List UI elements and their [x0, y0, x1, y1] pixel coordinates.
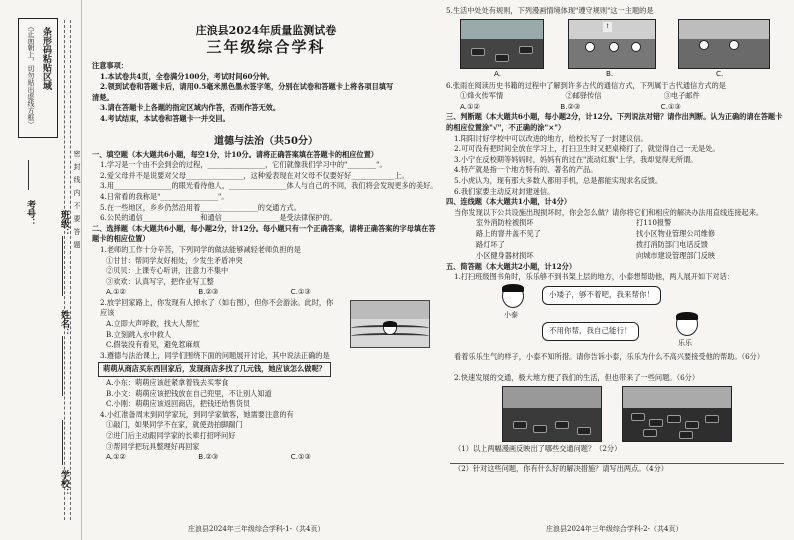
note-item: 4.考试结束，本试卷和答题卡一并交回。 — [100, 113, 230, 123]
right-column — [446, 6, 788, 475]
option: ①烽火传军情 — [460, 91, 504, 101]
q4-intro: 当你发现以下公共设施出现损坏时，你会怎么做？请你将它们和相应的解决办法用直线连接起来。 — [454, 207, 764, 217]
q2-1-option: ③欢欢：认真写字，把作业写工整 — [106, 276, 214, 286]
q2-title: 二、选择题（本大题共6小题，每小题2分，计12分。每小题只有一个正确答案，请将正确答案的字母填在答题卡的相应位置） — [92, 223, 436, 244]
q3-item: 1.阳阳讨好学校中可以改进的地方，给校长写了一封建议信。 — [454, 133, 648, 143]
exam-no-line — [28, 160, 29, 190]
match-left[interactable]: 路灯坏了 — [476, 240, 505, 250]
q3-item: 3.小宁在反校期等妈妈时，妈妈有的过在"流动红旗"上学，我却觉得无所谓。 — [454, 154, 698, 164]
q2-4-choices — [92, 452, 440, 463]
q2-1-option: ②贝贝：上课专心听讲，注意力不集中 — [106, 266, 229, 276]
footer-right: 庄浪县2024年三年级综合学科-2-（共4页） — [546, 525, 683, 533]
q5-2-a: （1）以上两幅漫画反映出了哪些交通问题？（2分） — [454, 443, 622, 453]
q2-3-box: 萌萌从商店买东西回家后，发现商店多找了几元钱，她应该怎么做呢？ — [98, 362, 331, 377]
le-hair — [676, 312, 698, 320]
barcode-area — [18, 18, 58, 138]
option: ②邮驿传信 — [565, 91, 602, 101]
option: ③电子邮件 — [663, 91, 700, 101]
q5-2-b: （2）针对这些问题，你有什么好的解决措施？请写出两点。（4分） — [454, 464, 668, 474]
class-line — [62, 236, 63, 296]
choice-c: C. — [716, 68, 724, 78]
q2-6-stem: 6.张雨在阅读历史书籍的过程中了解到许多古代的通信方式，下列属于古代通信方式的是 — [446, 80, 726, 90]
binding-strip — [0, 0, 82, 540]
match-right[interactable]: 向城市建设管理部门反映 — [636, 251, 716, 261]
q1-item: 5.在一些地区，乡乡仍然沿用着________________的交通方式。 — [100, 202, 301, 212]
le-name: 乐乐 — [678, 339, 692, 348]
q1-title: 一、填空题（本大题共6小题，每空1分，计10分。请将正确答案填在答题卡的相应位置） — [92, 149, 378, 159]
exam-title: 庄浪县2024年质量监测试卷 — [195, 24, 337, 37]
q2-1-option: ①甘甘：帮同学友好相处，少发生矛盾冲突 — [106, 255, 243, 265]
q2-4-option: ③帮同学把玩具整理好再回家 — [106, 441, 200, 451]
choice-a: A.①② — [106, 452, 126, 462]
q2-6-options — [446, 91, 788, 102]
note-item: 清楚。 — [92, 92, 114, 102]
q1-item: 1.学习是一个由不会到会的过程，________________，它们就像我们学习中的"________"。 — [100, 160, 387, 170]
q1-item: 6.公民的通信________________和通信________________是受法律保护的。 — [100, 213, 337, 223]
matching-area — [446, 218, 788, 282]
tai-name: 小泰 — [504, 311, 518, 320]
q2-1-choices — [92, 287, 440, 298]
q2-2-option: A.立即大声呼救，找大人帮忙 — [106, 319, 200, 329]
q2-4-option: ②进门后主动跟同学家的长辈打招呼问好 — [106, 431, 236, 440]
note-item: 3.请在答题卡上各题的指定区域内作答，否则作答无效。 — [100, 103, 281, 113]
q2-3-option: C.小刚：萌萌应该返回商店，把钱还给售货员 — [106, 399, 251, 409]
match-left[interactable]: 室外消防栓被损坏 — [476, 218, 534, 228]
choice-b: B.②③ — [198, 452, 219, 462]
choice-a: A.①② — [460, 101, 480, 111]
choice-a: A. — [494, 68, 502, 78]
footer-left: 庄浪县2024年三年级综合学科-1-（共4页） — [188, 525, 325, 533]
drowning-picture — [350, 300, 430, 348]
picture-c — [678, 19, 770, 69]
match-right[interactable]: 打110报警 — [636, 218, 672, 228]
q2-5-stem: 5.生活中处处有规则，下列漫画情境体现"遵守规则"这一主题的是 — [446, 6, 654, 15]
q2-3-option: B.小文：萌萌应该把钱放在自己兜里，不让别人知道 — [106, 388, 272, 398]
section-title: 道德与法治（共50分） — [214, 135, 318, 147]
traffic-picture-2 — [622, 386, 732, 442]
choice-b: B.②③ — [198, 287, 219, 297]
q3-title: 三、判断题（本大题共6小题，每小题2分，计12分。下列说法对错？请作出判断。认为正确的请在答题卡的相应位置涂"√"，不正确的涂"×"） — [446, 112, 783, 132]
q1-item: 4.日常看的我称是"________________"。 — [100, 191, 229, 201]
picture-b: ↑ — [568, 19, 656, 69]
match-left[interactable]: 小区健身器材损坏 — [476, 251, 534, 261]
barcode-label: 条形码粘贴区域 — [41, 27, 51, 90]
school-line — [62, 420, 63, 465]
q2-5-pictures — [446, 17, 788, 81]
q2-6-choices — [446, 102, 788, 113]
note-item: 1.本试卷共4页，全卷满分100分，考试时间60分钟。 — [100, 71, 275, 81]
class-label: 班级： — [59, 210, 69, 237]
tai-speech-bubble: 小矮子，够不着吧，我来帮你！ — [542, 286, 661, 305]
q2-4-stem: 4.小红准备周末到同学家玩，到同学家做客，她需要注意的有 — [100, 409, 294, 419]
traffic-picture-1 — [502, 386, 602, 442]
q1-item: 2.爱父母并不是说要对父母________________，这种爱表现在对父母不仅要好好____________上。 — [100, 170, 409, 180]
q2-1-stem: 1.老师的工作十分辛苦，下列同学的做法能够减轻老师负担的是 — [100, 244, 301, 254]
q3-item: 6.我们家要主动反对封建迷信。 — [454, 186, 555, 196]
choice-c: C.①③ — [290, 287, 311, 297]
q2-2-stem: 2.放学回家路上，你发现有人掉水了（如右图），但你不会游泳。此时，你应该 — [100, 297, 334, 318]
choice-c: C.①③ — [660, 101, 681, 111]
q5-2-stem: 2.快速发展的交通，极大地方便了我们的生活，但也带来了一些问题。（6分） — [454, 372, 700, 382]
match-left[interactable]: 路上的窨井盖不见了 — [476, 229, 541, 239]
exam-no-label: 考号： — [25, 200, 35, 227]
q2-2-option: C.假装没有看见，避免惹麻烦 — [106, 340, 200, 350]
q2-4-option: ①敲门，如果同学不在家，就使劲拍脚踹门 — [106, 420, 243, 430]
le-speech-bubble: 不用你帮，我自己能行！ — [542, 322, 639, 341]
q2-2-block — [92, 298, 440, 351]
q5-title: 五、简答题（本大题共2小题，计12分） — [446, 262, 577, 272]
choice-a: A.①② — [106, 287, 126, 297]
match-right[interactable]: 找小区物业管理公司维修 — [636, 229, 716, 239]
name-line — [62, 336, 63, 396]
q4-title: 四、连线题（本大题共1小题，计4分） — [446, 197, 572, 207]
q3-item: 4.特产就是指一个地方特有的、著名的产品。 — [454, 165, 598, 175]
dialog-cartoon — [446, 282, 788, 352]
choice-b: B.②③ — [560, 101, 581, 111]
q1-item: 3.用________________的眼光看待他人，________________体人与自己的不同，我们将会发现更多的美好。 — [100, 181, 438, 191]
tai-hair — [502, 284, 524, 292]
q3-item: 2.可可没有把时间全放在学习上，打扫卫生时又把桌椅打了，就觉得自己一无是处。 — [454, 144, 720, 154]
note-item: 2.领到试卷和答题卡后，请用0.5毫米黑色墨水签字笔，分别在试卷和答题卡上将各项目填写 — [100, 82, 394, 92]
q2-3-option: A.小东：萌萌应该赶紧拿着钱去买零食 — [106, 378, 229, 388]
traffic-pictures — [446, 384, 788, 444]
q5-1-ask: 看着乐乐生气的样子，小泰不知所措。请你告诉小泰，乐乐为什么不高兴要接受他的帮助。（6分） — [454, 352, 765, 362]
cut-line — [64, 20, 65, 520]
name-label: 姓名： — [59, 310, 69, 337]
match-right[interactable]: 拨打消防部门电话反馈 — [636, 240, 708, 250]
q2-2-option: B.立刻跳入水中救人 — [106, 329, 172, 339]
answer-line[interactable] — [450, 454, 784, 464]
choice-b: B. — [606, 68, 614, 78]
left-column — [92, 6, 440, 463]
q2-3-stem: 3.遵德与法治课上，同学们围绕下面的问题展开讨论，其中说法正确的是 — [100, 350, 330, 360]
choice-c: C.①③ — [290, 452, 311, 462]
cut-line-2 — [70, 20, 71, 520]
cut-text: 密封线内不要答题 — [73, 150, 81, 254]
q5-1-stem: 1.打扫班级图书角时，乐乐够不到书架上层的地方，小泰想帮助他，两人展开如下对话： — [454, 272, 734, 282]
picture-a — [460, 19, 544, 69]
notes-heading: 注意事项： — [92, 61, 128, 70]
school-label: 学校： — [59, 470, 69, 497]
q3-item: 5.小虎认为，现有那大多数人都用手机，总是都能实现求名反馈。 — [454, 175, 663, 185]
exam-subtitle: 三年级综合学科 — [206, 38, 326, 56]
barcode-note: （正面朝上，切勿贴出虚线方框） — [27, 23, 35, 128]
